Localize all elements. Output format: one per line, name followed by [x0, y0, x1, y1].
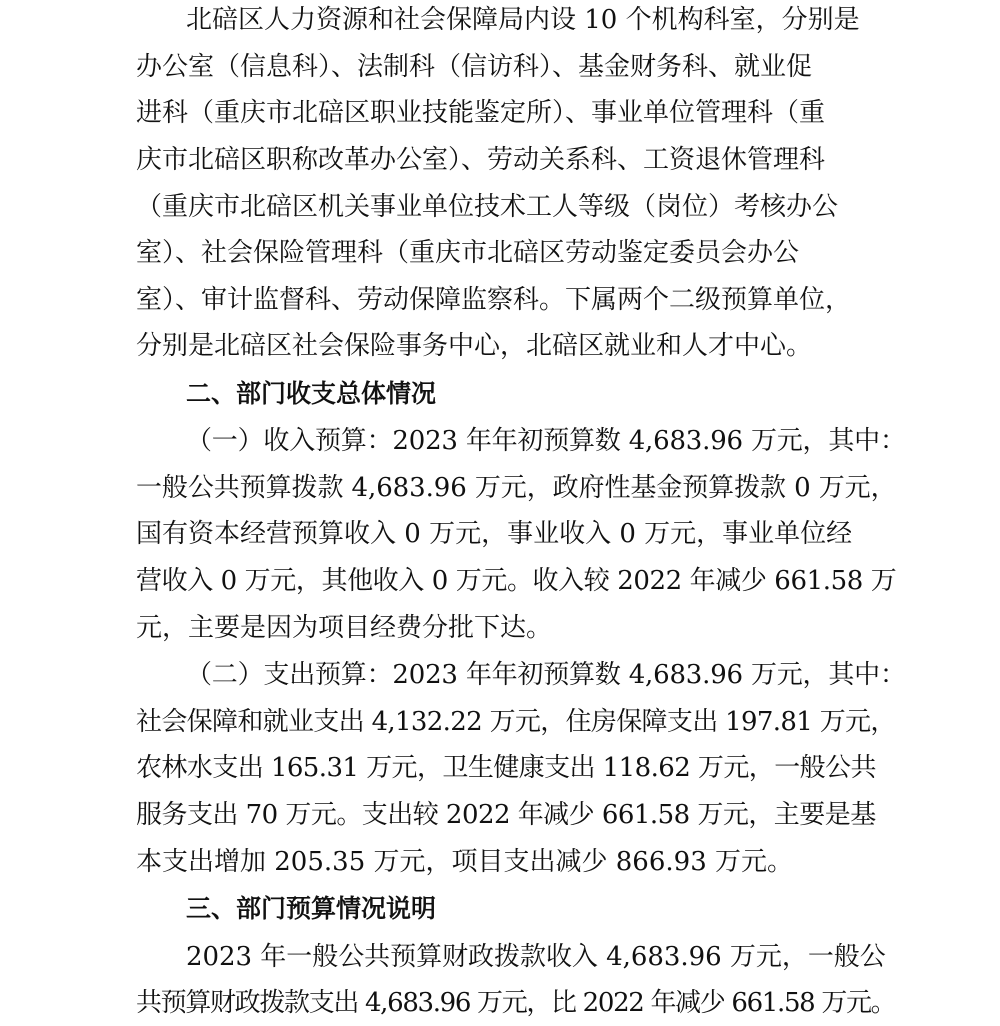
paragraph-line: 元，主要是因为项目经费分批下达。 [136, 613, 553, 643]
paragraph-line: 分别是北碚区社会保险事务中心，北碚区就业和人才中心。 [136, 331, 813, 361]
paragraph-line: 本支出增加 205.35 万元，项目支出减少 866.93 万元。 [136, 847, 794, 877]
paragraph-line: （重庆市北碚区机关事业单位技术工人等级（岗位）考核办公 [136, 192, 839, 222]
paragraph-line: 室）、社会保险管理科（重庆市北碚区劳动鉴定委员会办公 [136, 238, 800, 268]
paragraph-line: 2023 年一般公共预算财政拨款收入 4,683.96 万元，一般公 [186, 942, 886, 972]
paragraph-line: 进科（重庆市北碚区职业技能鉴定所）、事业单位管理科（重 [136, 98, 826, 128]
paragraph-line: 农林水支出 165.31 万元，卫生健康支出 118.62 万元，一般公共 [136, 753, 876, 783]
section-heading: 二、部门收支总体情况 [186, 379, 437, 408]
paragraph-line: 办公室（信息科）、法制科（信访科）、基金财务科、就业促 [136, 52, 813, 82]
paragraph-line: 共预算财政拨款支出 4,683.96 万元，比 2022 年减少 661.58 万元。 [136, 988, 896, 1018]
paragraph-line: 国有资本经营预算收入 0 万元，事业收入 0 万元，事业单位经 [136, 519, 853, 549]
paragraph-line: 服务支出 70 万元。支出较 2022 年减少 661.58 万元，主要是基 [136, 800, 876, 830]
paragraph-line: （一）收入预算：2023 年年初预算数 4,683.96 万元，其中： [186, 426, 906, 456]
paragraph-line: 一般公共预算拨款 4,683.96 万元，政府性基金预算拨款 0 万元， [136, 473, 897, 503]
paragraph-line: 室）、审计监督科、劳动保障监察科。下属两个二级预算单位， [136, 285, 852, 315]
paragraph-line: 社会保障和就业支出 4,132.22 万元，住房保障支出 197.81 万元， [136, 707, 896, 737]
paragraph-line: （二）支出预算：2023 年年初预算数 4,683.96 万元，其中： [186, 660, 906, 690]
paragraph-line: 北碚区人力资源和社会保障局内设 10 个机构科室，分别是 [186, 5, 860, 35]
paragraph-line: 营收入 0 万元，其他收入 0 万元。收入较 2022 年减少 661.58 万 [136, 566, 897, 596]
paragraph-line: 庆市北碚区职称改革办公室）、劳动关系科、工资退休管理科 [136, 145, 826, 175]
section-heading: 三、部门预算情况说明 [186, 894, 437, 923]
